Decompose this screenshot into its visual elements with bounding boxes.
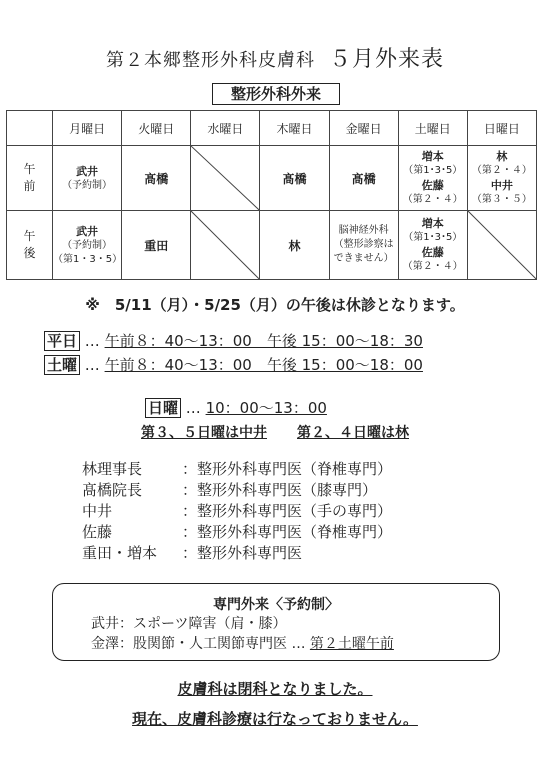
sunday-hours-text: 10：00～13：00: [205, 399, 327, 417]
header-saturday: 土曜日: [398, 111, 467, 146]
doctor-name: 林理事長: [82, 460, 143, 478]
clinic-name: 第２本郷整形外科皮膚科: [105, 50, 315, 71]
am-label: [7, 146, 53, 211]
specialty-line-1: 武井：スポーツ障害（肩・膝）: [91, 616, 287, 632]
doctor-specialty: ：整形外科専門医（脊椎専門）: [182, 523, 393, 541]
specialty-line-2-schedule: 第２土曜午前: [309, 636, 394, 652]
am-thursday: 髙橋: [260, 146, 329, 211]
closed-notice-1-text: 皮膚科は閉科となりました。: [177, 680, 373, 698]
doctor-name: 髙橋院長: [82, 481, 143, 499]
sunday-note: [0, 422, 550, 442]
header-wednesday: 水曜日: [191, 111, 260, 146]
list-item: [82, 522, 392, 543]
table-row-pm: [7, 211, 537, 280]
list-item: [82, 501, 392, 522]
diagonal-line: [191, 146, 259, 210]
pm-friday: [329, 211, 398, 280]
specialty-line-2: [91, 634, 499, 654]
am-sunday-note-1: （第２・４）: [471, 165, 532, 176]
schedule-month: ５月外来表: [328, 47, 444, 72]
sunday-hours: [145, 397, 327, 418]
list-item: [82, 459, 392, 480]
am-sunday-doctor-2: 中井: [490, 179, 513, 192]
doctor-name: 中井: [82, 502, 113, 520]
diagonal-line: [468, 211, 536, 279]
pm-monday-doctor: 武井: [76, 224, 99, 238]
weekday-label: 平日: [44, 331, 80, 351]
pm-saturday-doctor-1: 増本: [421, 217, 444, 230]
specialty-line-2-text: 金澤：股関節・人工関節専門医 …: [91, 636, 310, 652]
am-saturday-doctor-2: 佐藤: [421, 179, 444, 192]
pm-tuesday: 重田: [122, 211, 191, 280]
dots: …: [185, 399, 201, 417]
specialty-heading: 専門外来〈予約制〉: [213, 597, 339, 613]
pm-monday-note: （予約制）: [62, 239, 113, 251]
sunday-note-1: 第３、５日曜は中井: [141, 425, 267, 441]
sunday-note-2: 第２、４日曜は林: [297, 425, 409, 441]
header-thursday: 木曜日: [260, 111, 329, 146]
header-sunday: 日曜日: [467, 111, 536, 146]
am-friday: 髙橋: [329, 146, 398, 211]
pm-friday-line-2: （整形診察は: [333, 239, 394, 250]
pm-label-text: 午後: [23, 229, 36, 260]
am-saturday: [398, 146, 467, 211]
pm-monday: [53, 211, 122, 280]
list-item: [82, 480, 392, 501]
pm-label: [7, 211, 53, 280]
am-monday: [53, 146, 122, 211]
header-monday: 月曜日: [53, 111, 122, 146]
corner-cell: [7, 111, 53, 146]
am-sunday: [467, 146, 536, 211]
pm-sunday-empty: [467, 211, 536, 280]
list-item: [82, 543, 392, 564]
closed-notice-1: [0, 678, 550, 699]
pm-friday-line-1: 脳神経外科: [338, 225, 389, 236]
section-title: 整形外科外来: [212, 83, 340, 105]
doctor-name: 重田・増本: [82, 544, 158, 562]
dots: …: [84, 356, 100, 374]
doctor-specialty: ：整形外科専門医（膝専門）: [182, 481, 378, 499]
pm-wednesday-empty: [191, 211, 260, 280]
pm-monday-note-2: （第1・3・5）: [53, 253, 123, 265]
doctor-list: [82, 459, 392, 564]
dots: …: [84, 332, 100, 350]
sunday-label: 日曜: [145, 398, 181, 418]
am-monday-doctor: 武井: [76, 164, 99, 178]
doctor-name: 佐藤: [82, 523, 113, 541]
am-sunday-note-2: （第３・５）: [471, 194, 532, 205]
closed-notice-2: [0, 708, 550, 729]
header-friday: 金曜日: [329, 111, 398, 146]
table-header-row: [7, 111, 537, 146]
closed-notice-2-text: 現在、皮膚科診療は行なっておりません。: [132, 710, 418, 728]
pm-thursday: 林: [260, 211, 329, 280]
closure-notice: ※ 5/11（月）・5/25（月）の午後は休診となります。: [85, 296, 465, 314]
pm-friday-line-3: できません）: [333, 253, 394, 264]
pm-saturday-note-2: （第２・４）: [402, 261, 463, 272]
weekday-hours: [44, 330, 423, 351]
saturday-hours: [44, 354, 423, 375]
saturday-hours-text: 午前８：40～13：00 午後 15：00～18：00: [104, 356, 423, 374]
pm-saturday: [398, 211, 467, 280]
am-label-text: 午前: [23, 162, 36, 193]
am-wednesday-empty: [191, 146, 260, 211]
doctor-specialty: ：整形外科専門医（脊椎専門）: [182, 460, 393, 478]
table-row-am: [7, 146, 537, 211]
diagonal-line: [191, 211, 259, 279]
am-saturday-doctor-1: 増本: [421, 150, 444, 163]
am-monday-note: （予約制）: [62, 179, 113, 191]
weekday-hours-text: 午前８：40～13：00 午後 15：00～18：30: [104, 332, 423, 350]
saturday-label: 土曜: [44, 355, 80, 375]
doctor-specialty: ：整形外科専門医（手の専門）: [182, 502, 393, 520]
page-title: [0, 42, 550, 73]
pm-saturday-note-1: （第1･3･5）: [403, 232, 463, 243]
pm-saturday-doctor-2: 佐藤: [421, 246, 444, 259]
doctor-specialty: ：整形外科専門医: [182, 544, 303, 562]
am-tuesday: 髙橋: [122, 146, 191, 211]
am-sunday-doctor-1: 林: [496, 150, 508, 163]
header-tuesday: 火曜日: [122, 111, 191, 146]
schedule-table: [6, 110, 537, 280]
specialty-clinic-box: [52, 583, 500, 661]
am-saturday-note-1: （第1･3･5）: [403, 165, 463, 176]
am-saturday-note-2: （第２・４）: [402, 194, 463, 205]
